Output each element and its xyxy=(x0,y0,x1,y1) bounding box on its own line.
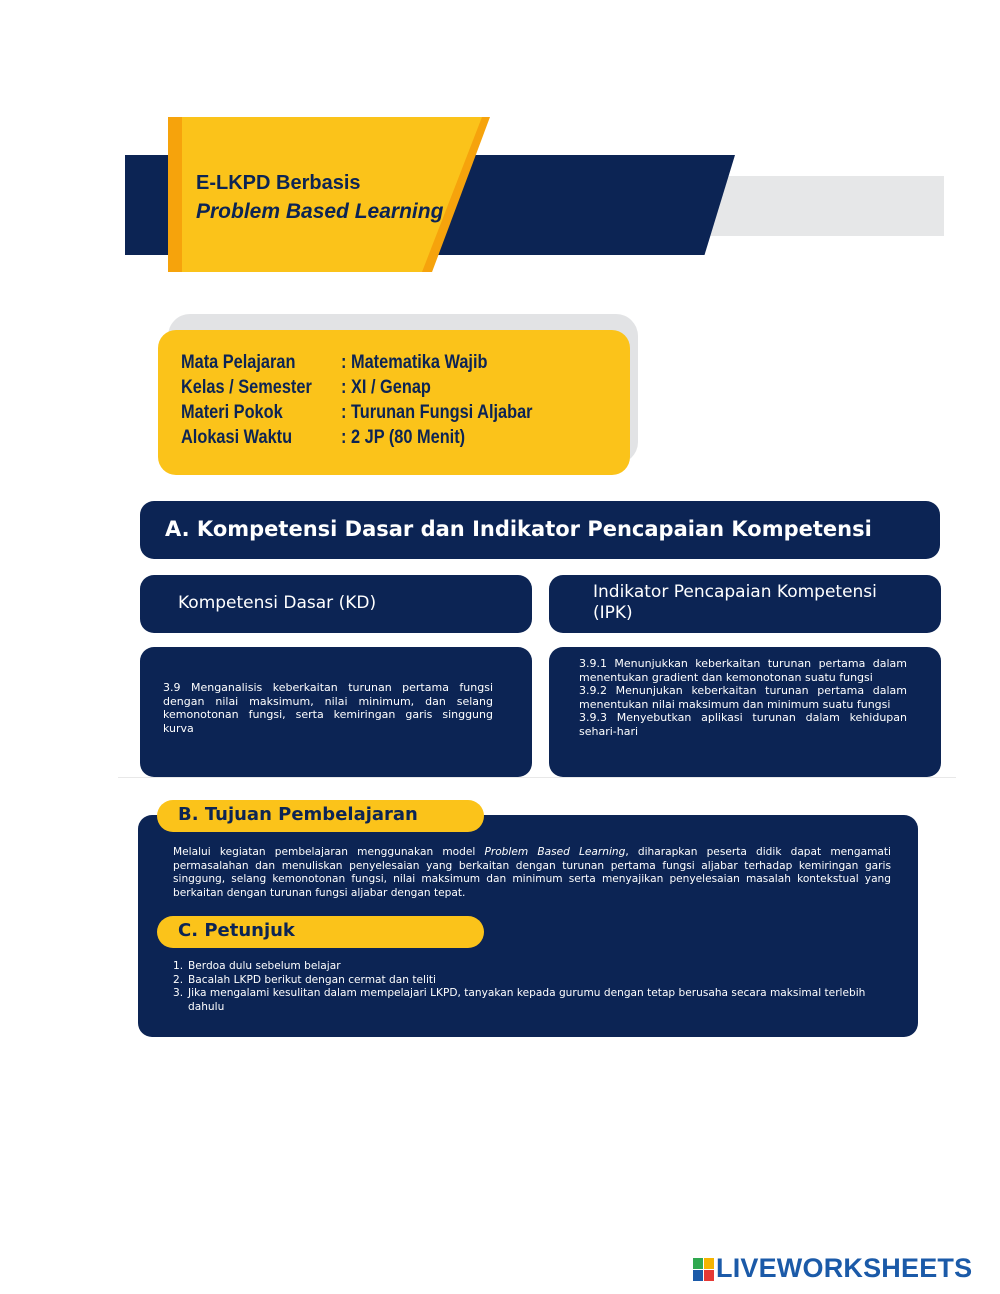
ipk-list xyxy=(579,657,907,738)
liveworksheets-logo-icon xyxy=(693,1258,715,1282)
info-label-time: Alokasi Waktu xyxy=(181,427,293,448)
instruction-item xyxy=(173,974,891,988)
instructions-list xyxy=(173,960,891,1014)
info-value-topic: : Turunan Fungsi Aljabar xyxy=(341,402,533,423)
objectives-text xyxy=(173,846,891,900)
liveworksheets-watermark: LIVEWORKSHEETS xyxy=(716,1253,973,1283)
instruction-number: 3. xyxy=(173,987,184,999)
instruction-item xyxy=(173,960,891,974)
objectives-text-part: , diharapkan peserta didik dapat mengamati permasalahan dan menuliskan penyelesaian yang berkaitan dengan turunan pertama fungsi aljabar terhadap kemiringan garis singgung, selang kemonotonan fungsi, nilai maksimum dan minimum serta menyajikan penyelesaian masalah kontekstual yang berkaitan dengan turunan fungsi aljabar dengan tepat. xyxy=(173,846,891,899)
info-label-topic: Materi Pokok xyxy=(181,402,283,423)
instruction-number: 2. xyxy=(173,973,184,986)
header-gray-band xyxy=(700,176,944,236)
ipk-item: 3.9.3 Menyebutkan aplikasi turunan dalam kehidupan sehari-hari xyxy=(579,711,907,738)
section-c-title: C. Petunjuk xyxy=(178,920,295,941)
ipk-item: 3.9.1 Menunjukkan keberkaitan turunan pertama dalam menentukan gradient dan kemonotonan suatu fungsi xyxy=(579,657,907,684)
info-value-subject: : Matematika Wajib xyxy=(341,352,488,373)
divider xyxy=(118,777,956,778)
section-a-title: A. Kompetensi Dasar dan Indikator Pencapaian Kompetensi xyxy=(165,517,872,541)
instruction-item xyxy=(173,987,891,1014)
instruction-number: 1. xyxy=(173,960,184,972)
kd-text: 3.9 Menganalisis keberkaitan turunan pertama fungsi dengan nilai maksimum, nilai minimum, dan selang kemonotonan fungsi, serta kemiringan garis singgung kurva xyxy=(163,681,493,735)
page-title: E-LKPD Berbasis xyxy=(196,172,361,194)
objectives-text-part: Melalui kegiatan pembelajaran menggunakan model xyxy=(173,846,485,858)
ipk-heading: Indikator Pencapaian Kompetensi (IPK) xyxy=(593,582,877,623)
ipk-item: 3.9.2 Menunjukan keberkaitan turunan pertama dalam menentukan nilai maksimum dan minimum suatu fungsi xyxy=(579,684,907,711)
instruction-text: Jika mengalami kesulitan dalam mempelajari LKPD, tanyakan kepada gurumu dengan tetap berusaha secara maksimal terlebih dahulu xyxy=(188,987,866,1013)
kd-heading: Kompetensi Dasar (KD) xyxy=(178,593,377,613)
objectives-text-model: Problem Based Learning xyxy=(484,846,626,858)
instruction-text: Bacalah LKPD berikut dengan cermat dan teliti xyxy=(188,973,436,986)
info-label-class: Kelas / Semester xyxy=(181,377,312,398)
instruction-text: Berdoa dulu sebelum belajar xyxy=(188,960,341,972)
info-label-subject: Mata Pelajaran xyxy=(181,352,296,373)
section-b-title: B. Tujuan Pembelajaran xyxy=(178,804,418,825)
info-value-time: : 2 JP (80 Menit) xyxy=(341,427,466,448)
info-value-class: : XI / Genap xyxy=(341,377,431,398)
page-subtitle: Problem Based Learning xyxy=(196,200,444,223)
